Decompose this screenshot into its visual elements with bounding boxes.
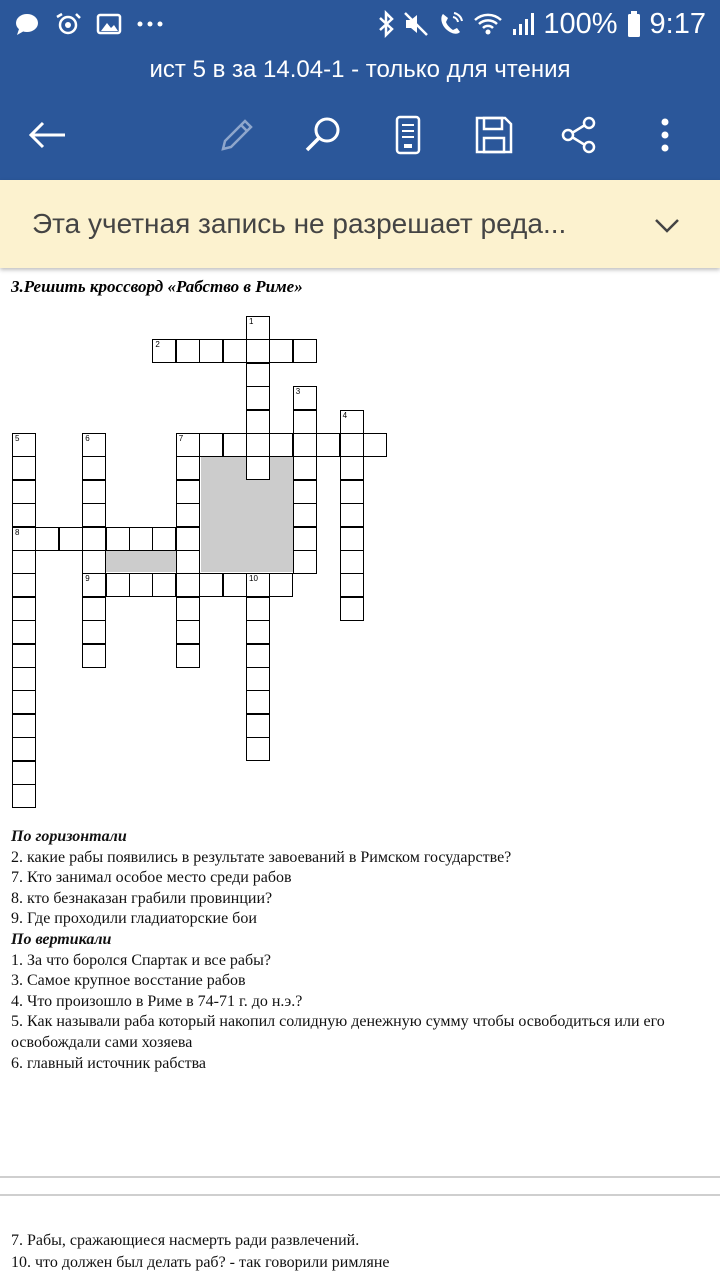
crossword-cell <box>199 433 223 457</box>
crossword-cell <box>12 527 36 551</box>
status-bar-right <box>377 6 706 42</box>
crossword-cell <box>59 527 83 551</box>
crossword-cell <box>152 573 176 597</box>
crossword-cell <box>293 386 317 410</box>
crossword-cell <box>340 456 364 480</box>
clue-line: 7. Кто занимал особое место среди рабов <box>11 869 292 887</box>
clue-number: 5 <box>15 434 20 443</box>
mobile-view-button[interactable] <box>383 110 433 160</box>
vertical-header: По вертикали <box>11 930 112 948</box>
crossword-cell <box>293 480 317 504</box>
crossword-cell <box>293 527 317 551</box>
clue-line: 7. Рабы, сражающиеся насмерть ради развлечений. <box>11 1232 360 1249</box>
clue-number: 4 <box>342 410 348 420</box>
crossword-cell <box>246 620 270 644</box>
crossword-cell <box>35 527 59 551</box>
crossword-cell <box>246 714 270 738</box>
horizontal-header: По горизонтали <box>11 828 127 845</box>
crossword-grid <box>0 270 720 830</box>
crossword-cell <box>269 573 293 597</box>
crossword-cell <box>82 550 106 574</box>
back-arrow-icon <box>27 120 67 150</box>
share-button[interactable] <box>554 110 604 160</box>
crossword-cell <box>176 339 200 363</box>
crossword-cell <box>12 667 36 691</box>
clue-line: 4. Что произошло в Риме в 74-71 г. до н.э.? <box>11 992 303 1010</box>
crossword-cell <box>12 503 36 527</box>
crossword-cell <box>246 737 270 761</box>
crossword-cell <box>152 527 176 551</box>
clue-number: 2 <box>155 340 160 350</box>
crossword-cell <box>269 339 293 363</box>
crossword-cell <box>340 527 364 551</box>
wifi-call-icon <box>437 11 465 37</box>
crossword-cell <box>293 503 317 527</box>
edit-button[interactable] <box>212 110 262 160</box>
mobile-view-icon <box>393 115 423 155</box>
banner-message: Эта учетная запись не разрешает реда... <box>32 208 567 239</box>
crossword-cell <box>82 644 106 668</box>
search-icon <box>302 114 344 156</box>
crossword-cell <box>176 480 200 504</box>
wifi-icon <box>473 12 503 36</box>
clue-number: 8 <box>15 527 20 537</box>
image-icon <box>96 12 122 36</box>
crossword-cell <box>12 456 36 480</box>
crossword-cell <box>176 644 200 668</box>
crossword-cell <box>246 363 270 387</box>
crossword-cell <box>316 433 340 457</box>
gallery-icon <box>54 11 82 37</box>
clue-number: 1 <box>249 317 254 326</box>
search-button[interactable] <box>298 110 348 160</box>
crossword-cell <box>176 527 200 551</box>
crossword-cell <box>246 597 270 621</box>
clue-number: 10 <box>249 574 258 584</box>
crossword-cell <box>269 433 293 457</box>
battery-icon <box>626 10 642 38</box>
crossword-cell <box>246 573 270 597</box>
edit-pencil-icon <box>217 115 257 155</box>
chat-bubble-icon <box>14 12 40 36</box>
crossword-cell <box>340 573 364 597</box>
crossword-cell <box>293 410 317 434</box>
clue-line: 10. что должен был делать раб? - так говорили римляне <box>11 1254 390 1271</box>
crossword-cell <box>246 339 270 363</box>
crossword-cell <box>82 503 106 527</box>
crossword-cell <box>12 714 36 738</box>
crossword-cell <box>246 690 270 714</box>
crossword-cell <box>199 339 223 363</box>
battery-percent: 100% <box>543 7 618 40</box>
crossword-cell <box>246 316 270 340</box>
status-bar-left <box>14 10 164 38</box>
clue-line: 9. Где проходили гладиаторские бои <box>11 910 257 928</box>
crossword-cell <box>176 620 200 644</box>
clock: 9:17 <box>649 7 706 40</box>
crossword-cell <box>82 597 106 621</box>
document-page <box>0 270 720 1280</box>
crossword-cell <box>82 433 106 457</box>
crossword-cell <box>106 527 130 551</box>
crossword-cell <box>12 433 36 457</box>
clue-line: 1. За что боролся Спартак и все рабы? <box>11 951 272 969</box>
more-dots-icon <box>136 19 164 29</box>
crossword-cell <box>246 667 270 691</box>
crossword-cell <box>363 433 387 457</box>
crossword-cell <box>82 620 106 644</box>
crossword-cell <box>12 737 36 761</box>
bluetooth-icon <box>377 10 395 38</box>
page-divider <box>0 1194 720 1196</box>
back-button[interactable] <box>22 110 72 160</box>
clue-line: 3. Самое крупное восстание рабов <box>11 972 246 990</box>
page-divider <box>0 1176 720 1178</box>
clue-number: 3 <box>295 387 301 397</box>
crossword-cell <box>12 784 36 808</box>
crossword-cell <box>340 433 364 457</box>
crossword-cell <box>293 433 317 457</box>
crossword-cell <box>12 550 36 574</box>
crossword-cell <box>12 644 36 668</box>
crossword-cell <box>223 433 247 457</box>
clue-number: 9 <box>85 574 90 584</box>
crossword-cell <box>176 433 200 457</box>
clue-number: 7 <box>178 434 184 443</box>
status-bar <box>0 0 720 48</box>
crossword-cell <box>223 339 247 363</box>
mute-icon <box>403 11 429 37</box>
crossword-cell <box>82 456 106 480</box>
crossword-cell <box>82 527 106 551</box>
shaded-area <box>106 548 178 572</box>
crossword-cell <box>340 480 364 504</box>
crossword-cell <box>176 503 200 527</box>
signal-icon <box>511 12 535 36</box>
crossword-cell <box>12 597 36 621</box>
crossword-cell <box>82 573 106 597</box>
clue-number: 6 <box>85 434 90 443</box>
save-button[interactable] <box>469 110 519 160</box>
crossword-cell <box>246 644 270 668</box>
crossword-cell <box>12 573 36 597</box>
crossword-cell <box>12 480 36 504</box>
crossword-cell <box>293 456 317 480</box>
crossword-cell <box>223 573 247 597</box>
crossword-cell <box>12 761 36 785</box>
crossword-cell <box>12 690 36 714</box>
crossword-cell <box>176 573 200 597</box>
crossword-cell <box>340 550 364 574</box>
crossword-cell <box>340 597 364 621</box>
clue-line: 2. какие рабы появились в результате завоеваний в Римском государстве? <box>11 848 512 866</box>
crossword-cell <box>340 410 364 434</box>
crossword-cell <box>293 550 317 574</box>
crossword-cell <box>176 456 200 480</box>
save-icon <box>474 115 514 155</box>
crossword-cell <box>106 573 130 597</box>
clue-line: 6. главный источник рабства <box>11 1054 207 1072</box>
crossword-cell <box>246 456 270 480</box>
document-title: ист 5 в за 14.04-1 - только для чтения <box>0 48 720 92</box>
crossword-cell <box>293 339 317 363</box>
crossword-cell <box>129 527 153 551</box>
clue-line: 5. Как называли раба который накопил солидную денежную сумму чтобы освободиться или его освобождали сами хозяева <box>11 1013 665 1051</box>
read-only-banner[interactable] <box>0 180 720 268</box>
clue-line: 8. кто безнаказан грабили провинции? <box>11 889 273 907</box>
crossword-cell <box>129 573 153 597</box>
task-title: 3.Решить кроссворд «Рабство в Риме» <box>11 277 303 296</box>
crossword-cell <box>176 550 200 574</box>
crossword-cell <box>246 386 270 410</box>
crossword-cell <box>340 503 364 527</box>
crossword-cell <box>152 339 176 363</box>
crossword-cell <box>176 597 200 621</box>
more-vertical-icon <box>660 117 670 153</box>
crossword-cell <box>12 620 36 644</box>
more-options-button[interactable] <box>640 110 690 160</box>
clues-section <box>11 827 716 1074</box>
share-icon <box>559 115 599 155</box>
chevron-down-icon[interactable] <box>652 210 682 240</box>
toolbar <box>0 92 720 180</box>
crossword-cell <box>246 433 270 457</box>
crossword-cell <box>246 410 270 434</box>
next-page-clues <box>11 1230 389 1274</box>
crossword-cell <box>199 573 223 597</box>
crossword-cell <box>82 480 106 504</box>
